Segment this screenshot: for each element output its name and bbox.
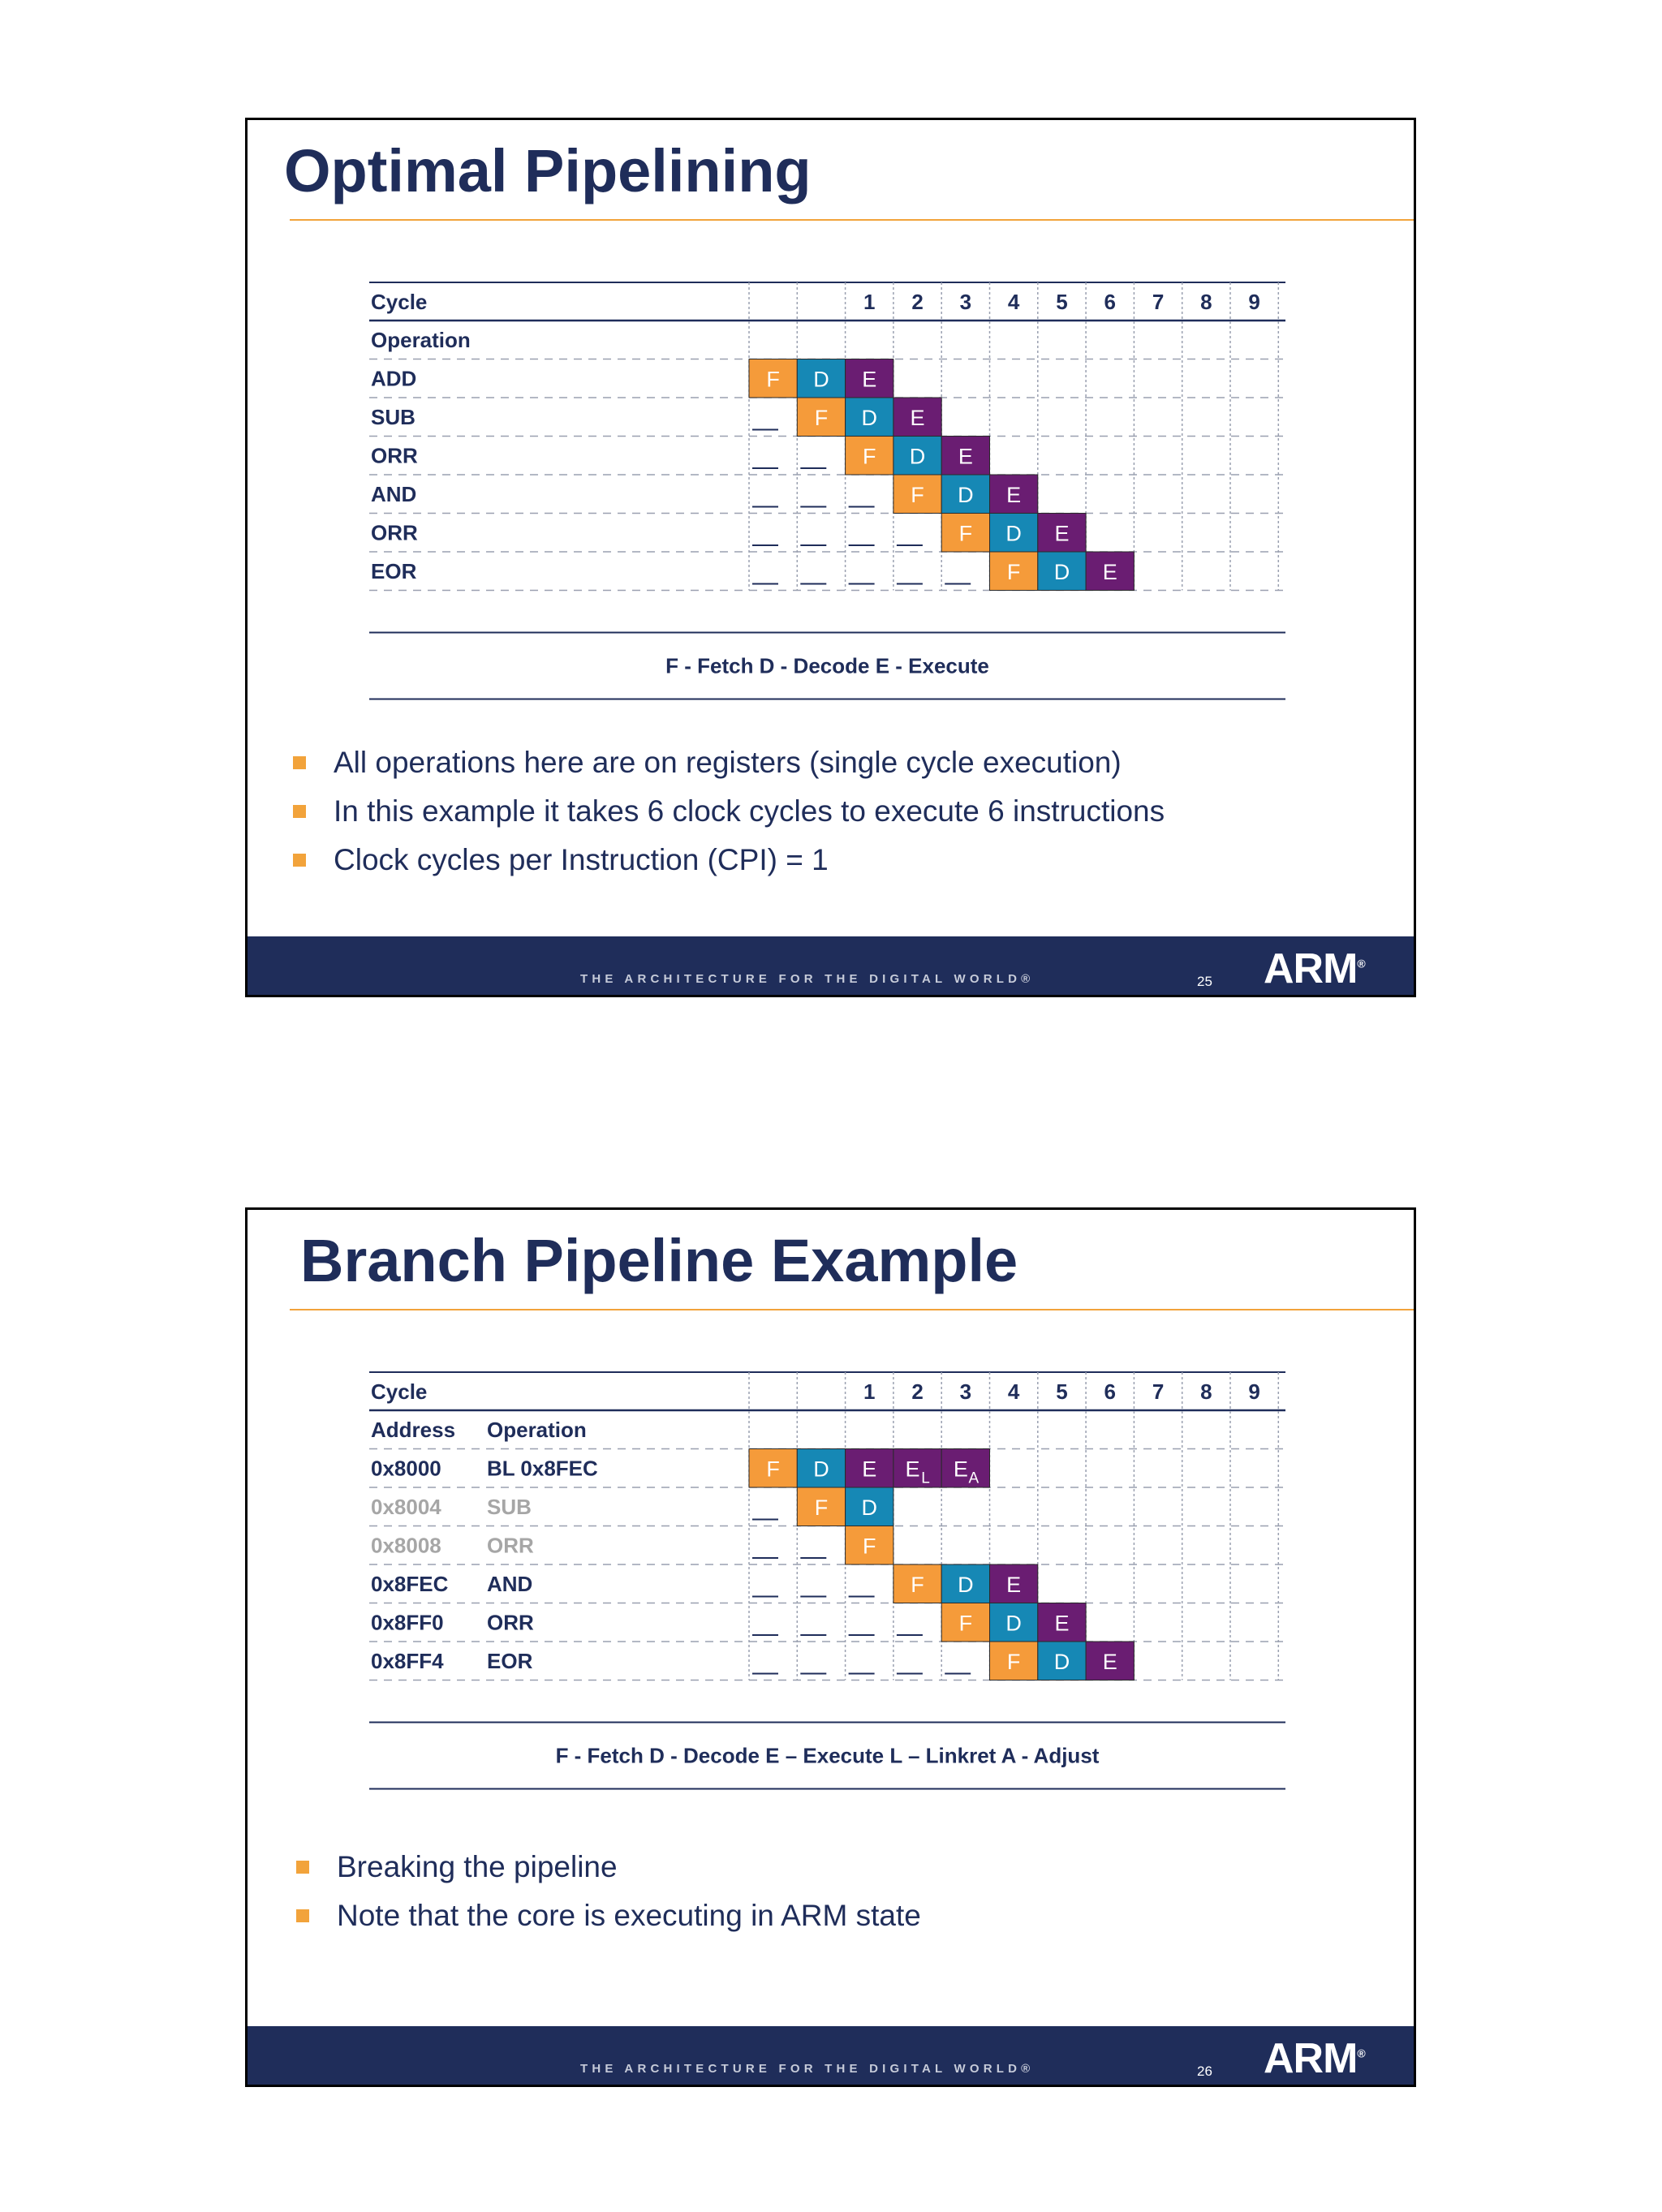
slide-title: Branch Pipeline Example — [300, 1227, 1018, 1294]
stage-label: E — [958, 444, 973, 469]
stage-label: D — [958, 1573, 974, 1597]
stage-label: F — [911, 483, 924, 507]
stage-label: F — [1006, 1650, 1021, 1674]
operation-header: Operation — [371, 328, 471, 352]
cycle-number: 4 — [1007, 1379, 1020, 1404]
slide-footer — [248, 2026, 1414, 2085]
cycle-number: 6 — [1104, 1379, 1116, 1404]
pipeline-diagram — [248, 120, 1414, 721]
slide-title: Optimal Pipelining — [284, 137, 812, 204]
instruction-address: 0x8FF4 — [371, 1649, 444, 1673]
bullet-square-icon — [293, 805, 306, 818]
stage-label: F — [911, 1573, 924, 1597]
arm-logo: ARM® — [1264, 2035, 1365, 2082]
instruction-name: BL 0x8FEC — [487, 1456, 598, 1481]
stage-label: D — [861, 1495, 877, 1520]
cycle-header: Cycle — [371, 290, 428, 314]
bullet-square-icon — [296, 1909, 309, 1922]
stage-label: F — [766, 1457, 780, 1482]
stage-subscript: L — [921, 1470, 930, 1487]
stage-label: E — [910, 406, 925, 430]
cycle-number: 2 — [911, 290, 924, 314]
address-header: Address — [371, 1418, 456, 1442]
stage-label: E — [1006, 483, 1022, 507]
stage-label: E — [953, 1457, 968, 1482]
cycle-number: 3 — [959, 1379, 972, 1404]
pipeline-diagram — [248, 1210, 1414, 1810]
instruction-name: SUB — [371, 405, 416, 429]
cycle-number: 5 — [1056, 1379, 1068, 1404]
stage-label: E — [1054, 1611, 1070, 1636]
instruction-name: ORR — [371, 443, 418, 468]
cycle-number: 4 — [1007, 290, 1020, 314]
instruction-name: EOR — [487, 1649, 533, 1673]
stage-label: F — [1006, 560, 1021, 584]
stage-subscript: A — [968, 1470, 980, 1487]
stage-label: D — [1005, 521, 1022, 546]
stage-label: D — [1005, 1611, 1022, 1636]
instruction-name: ORR — [371, 520, 418, 545]
stage-label: E — [862, 367, 877, 392]
stage-label: D — [909, 444, 926, 469]
stage-label: D — [861, 406, 877, 430]
stage-label: D — [813, 1457, 829, 1482]
stage-label: F — [766, 367, 780, 392]
stage-label: D — [1053, 1650, 1070, 1674]
instruction-name: ORR — [487, 1533, 534, 1558]
stage-label: E — [862, 1457, 877, 1482]
instruction-name: EOR — [371, 559, 417, 583]
bullet-square-icon — [293, 756, 306, 769]
instruction-address: 0x8FEC — [371, 1572, 449, 1596]
slide-optimal-pipelining: Optimal Pipelining Cycle 1 2 3 4 5 6 7 8 9 Operation ADD SUB ORR AND ORR EOR F D E F D E F D E F D E F D E F D E F - Fetch D - Decode E - Execute All operations here are on registers (single cycle execution) In this example it takes 6 clock cycles to execute 6 instructions Clock cycles per Instruction (CPI) = 1 THE ARCHITECTURE FOR THE DIGITAL WORLD® 25 ARM® — [245, 118, 1416, 997]
bullet-square-icon — [296, 1861, 309, 1874]
cycle-number: 1 — [863, 1379, 876, 1404]
stage-label: E — [1102, 560, 1117, 584]
stage-label: D — [958, 483, 974, 507]
stage-legend: F - Fetch D - Decode E – Execute L – Linkret A - Adjust — [555, 1743, 1100, 1768]
cycle-number: 8 — [1200, 290, 1212, 314]
stage-label: D — [1053, 560, 1070, 584]
slide-branch-pipeline-example: Branch Pipeline Example Cycle 1 2 3 4 5 6 7 8 9 Address Operation 0x8000 BL 0x8FEC 0x8004 SUB 0x8008 ORR 0x8FEC AND 0x8FF0 ORR 0x8FF4 EOR F D E E L E A F D F F D E F D E F D E F - Fetch D - Decode E – Execute L – Linkret A - Adjust Breaking the pipeline Note that the core is executing in ARM state THE ARCHITECTURE FOR THE DIGITAL WORLD® 26 ARM® — [245, 1207, 1416, 2087]
stage-label: E — [905, 1457, 920, 1482]
stage-label: F — [863, 1534, 876, 1559]
bullet-square-icon — [293, 854, 306, 867]
operation-header: Operation — [487, 1418, 587, 1442]
stage-label: E — [1102, 1650, 1117, 1674]
instruction-address: 0x8FF0 — [371, 1610, 444, 1635]
page-number: 26 — [1197, 2064, 1212, 2079]
cycle-header: Cycle — [371, 1379, 428, 1404]
instruction-name: ADD — [371, 366, 417, 391]
instruction-name: AND — [371, 482, 417, 506]
footer-tagline: THE ARCHITECTURE FOR THE DIGITAL WORLD® — [580, 972, 1035, 986]
instruction-name: AND — [487, 1572, 533, 1596]
cycle-number: 7 — [1152, 1379, 1165, 1404]
stage-label: F — [958, 1611, 973, 1636]
instruction-address: 0x8008 — [371, 1533, 441, 1558]
slide-footer — [248, 936, 1414, 995]
cycle-number: 2 — [911, 1379, 924, 1404]
stage-label: E — [1054, 521, 1070, 546]
stage-label: E — [1006, 1573, 1022, 1597]
cycle-number: 3 — [959, 290, 972, 314]
cycle-number: 8 — [1200, 1379, 1212, 1404]
cycle-number: 1 — [863, 290, 876, 314]
stage-legend: F - Fetch D - Decode E - Execute — [665, 653, 989, 678]
cycle-number: 9 — [1248, 1379, 1260, 1404]
cycle-number: 9 — [1248, 290, 1260, 314]
stage-label: F — [958, 521, 973, 546]
instruction-name: SUB — [487, 1495, 532, 1519]
stage-label: F — [814, 1495, 829, 1520]
cycle-number: 7 — [1152, 290, 1165, 314]
stage-label: D — [813, 367, 829, 392]
stage-label: F — [863, 444, 876, 469]
cycle-number: 5 — [1056, 290, 1068, 314]
cycle-number: 6 — [1104, 290, 1116, 314]
page-number: 25 — [1197, 974, 1212, 989]
footer-tagline: THE ARCHITECTURE FOR THE DIGITAL WORLD® — [580, 2062, 1035, 2076]
instruction-address: 0x8000 — [371, 1456, 441, 1481]
instruction-name: ORR — [487, 1610, 534, 1635]
arm-logo: ARM® — [1264, 945, 1365, 992]
stage-label: F — [814, 406, 829, 430]
instruction-address: 0x8004 — [371, 1495, 441, 1519]
